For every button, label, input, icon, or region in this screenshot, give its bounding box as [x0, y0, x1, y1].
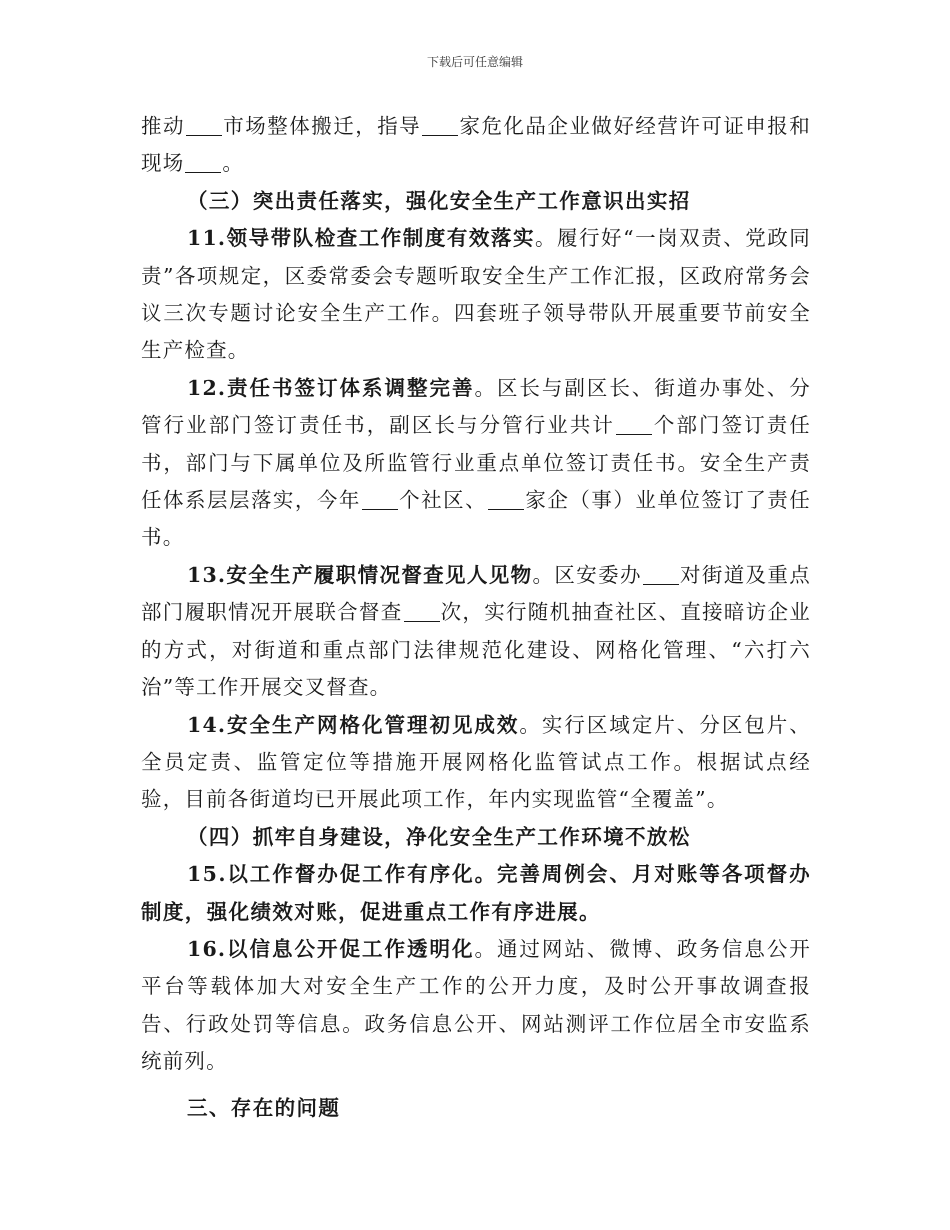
blank-line	[616, 414, 652, 435]
paragraph-14-title: 14.安全生产网格化管理初见成效	[187, 712, 520, 737]
paragraph-12: 12.责任书签订体系调整完善。区长与副区长、街道办事处、分管行业部门签订责任书，副区长与分管行业共计 个部门签订责任书，部门与下属单位及所监管行业重点单位签订责任书。安全生产责任体系层层落实，今年 个社区、 家企（事）业单位签订了责任书。	[141, 375, 812, 550]
page-header: 下载后可任意编辑	[426, 55, 523, 69]
paragraph-16-title: 16.以信息公开促工作透明化	[187, 936, 475, 961]
paragraph-12-title: 12.责任书签订体系调整完善	[187, 375, 475, 400]
paragraph-relocation: 推动 市场整体搬迁，指导 家危化品企业做好经营许可证申报和现场 。	[141, 114, 811, 176]
blank-line	[643, 564, 679, 585]
blank-line	[362, 489, 398, 510]
paragraph-15: 15.以工作督办促工作有序化。完善周例会、月对账等各项督办制度，强化绩效对账，促进重点工作有序进展。	[141, 862, 811, 924]
paragraph-13-title: 13.安全生产履职情况督查见人见物	[187, 562, 533, 587]
blank-line	[488, 489, 524, 510]
blank-line	[185, 152, 221, 173]
paragraph-11: 11.领导带队检查工作制度有效落实。履行好“一岗双责、党政同责”各项规定，区委常委会专题听取安全生产工作汇报，区政府常务会议三次专题讨论安全生产工作。四套班子领导带队开展重要节前安全生产检查。	[141, 226, 811, 363]
blank-line	[404, 601, 440, 622]
paragraph-13: 13.安全生产履职情况督查见人见物。区安委办 对街道及重点部门履职情况开展联合督查 次，实行随机抽查社区、直接暗访企业的方式，对街道和重点部门法律规范化建设、网格化管理、“六打六治”等工作开展交叉督查。	[141, 562, 811, 700]
paragraph-16: 16.以信息公开促工作透明化。通过网站、微博、政务信息公开平台等载体加大对安全生产工作的公开力度，及时公开事故调查报告、行政处罚等信息。政务信息公开、网站测评工作位居全市安监系统前列。	[141, 936, 812, 1074]
section-heading-issues: 三、存在的问题	[187, 1095, 341, 1120]
section-heading-4: （四）抓牢自身建设，净化安全生产工作环境不放松	[187, 824, 691, 849]
section-heading-3: （三）突出责任落实，强化安全生产工作意识出实招	[187, 188, 691, 213]
blank-line	[422, 115, 458, 136]
document-body	[141, 108, 811, 1127]
paragraph-11-title: 11.领导带队检查工作制度有效落实	[187, 226, 535, 251]
blank-line	[186, 115, 222, 136]
paragraph-14: 14.安全生产网格化管理初见成效。实行区域定片、分区包片、全员定责、监管定位等措施开展网格化监管试点工作。根据试点经验，目前各街道均已开展此项工作，年内实现监管“全覆盖”。	[141, 712, 811, 812]
